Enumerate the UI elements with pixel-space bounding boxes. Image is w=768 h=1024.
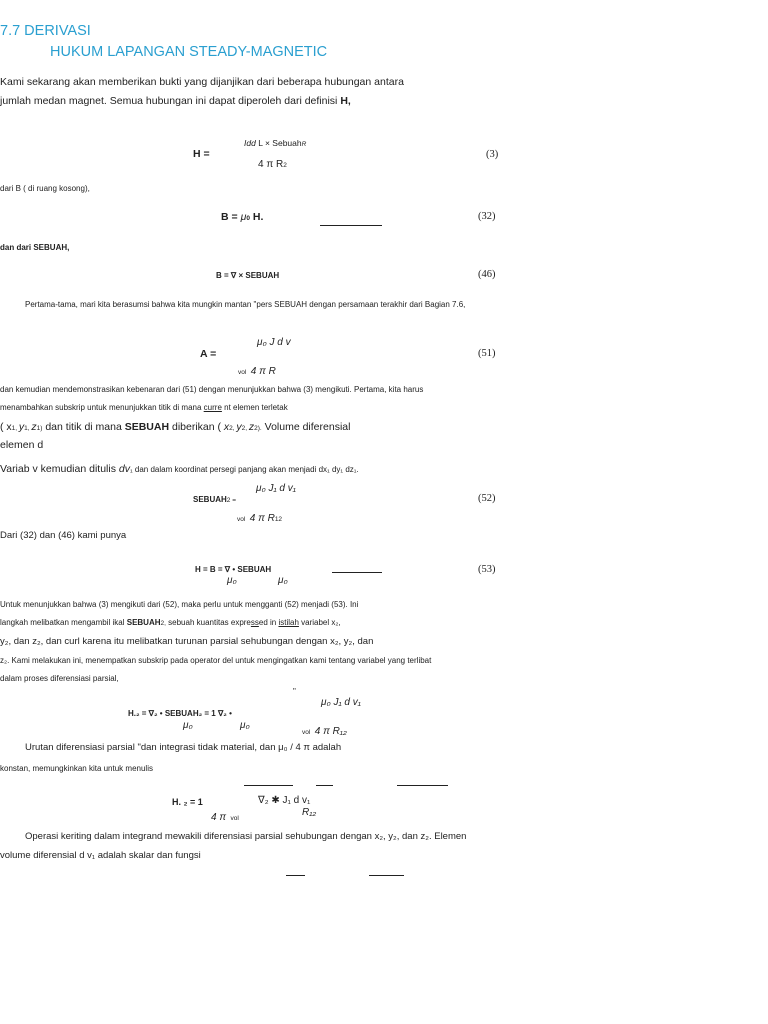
- eq53-mu-b: μ₀: [278, 575, 288, 586]
- eq52-denominator: vol 4 π R12: [237, 513, 283, 524]
- eq55-numerator: ∇₂ ✱ J₁ d v₁: [258, 795, 311, 806]
- eq54-quote: ": [293, 687, 296, 696]
- eq52-numerator: μ₀ J₁ d v₁: [256, 483, 296, 494]
- eq52-lhs: SEBUAH2 =: [193, 495, 236, 504]
- eq55-denominator-2: R₁₂: [302, 807, 317, 818]
- eq52-number: (52): [478, 493, 496, 504]
- para-3: Dari (32) dan (46) kami punya: [0, 530, 127, 541]
- eq53-rule: [332, 572, 382, 573]
- eq32-number: (32): [478, 211, 496, 222]
- para-5-line-2: konstan, memungkinkan kita untuk menulis: [0, 764, 153, 773]
- eq46-expression: B = ∇ × SEBUAH: [216, 271, 280, 280]
- eq46-number: (46): [478, 269, 496, 280]
- para-4-line-2: langkah melibatkan mengambil ikal SEBUAH2, sebuah kuantitas expressed in istilah variabel x₂,: [0, 618, 341, 627]
- eq3-number: (3): [486, 149, 499, 160]
- para-6-line-1: Operasi keriting dalam integrand mewakili diferensiasi parsial sehubungan dengan x₂, y₂, dan z₂. Elemen: [25, 831, 467, 842]
- para-1: Pertama-tama, mari kita berasumsi bahwa kita mungkin mantan "pers SEBUAH dengan persamaan terakhir dari Bagian 7.6,: [25, 300, 466, 309]
- para-2-line-3: ( x1, y1, z1) dan titik di mana SEBUAH diberikan ( x2, y2, z2). Volume diferensial: [0, 421, 351, 433]
- rule-bottom-2: [369, 875, 404, 876]
- eq51-number: (51): [478, 348, 496, 359]
- para-6-line-2: volume diferensial d v₁ adalah skalar dan fungsi: [0, 850, 201, 861]
- eq55-rule-2: [316, 785, 333, 786]
- eq32-expression: B = μ0 H.: [221, 211, 264, 223]
- eq55-denominator: 4 π vol: [211, 812, 239, 823]
- para-4-line-1: Untuk menunjukkan bahwa (3) mengikuti dari (52), maka perlu untuk mengganti (52) menjadi (53). Ini: [0, 600, 359, 609]
- para-5-line-1: Urutan diferensiasi parsial "dan integrasi tidak material, dan μ₀ / 4 π adalah: [25, 742, 342, 753]
- eq3-denominator: 4 π R2: [258, 159, 287, 170]
- para-4-line-5: dalam proses diferensiasi parsial,: [0, 674, 119, 683]
- eq54-lhs: H.₂ = ∇₂ • SEBUAH₂ = 1 ∇₂ •: [128, 709, 232, 718]
- eq54-numerator: μ₀ J₁ d v₁: [321, 697, 361, 708]
- eq51-denominator: vol 4 π R: [238, 366, 276, 377]
- eq32-rule: [320, 225, 382, 226]
- para-2-line-4: elemen d: [0, 439, 44, 451]
- para-2-line-2: menambahkan subskrip untuk menunjukkan titik di mana curre nt elemen terletak: [0, 403, 288, 412]
- eq54-mu-a: μ₀: [183, 720, 193, 731]
- rule-bottom-1: [286, 875, 305, 876]
- section-title: HUKUM LAPANGAN STEADY-MAGNETIC: [50, 44, 328, 60]
- para-2-line-1: dan kemudian mendemonstrasikan kebenaran dari (51) dengan menunjukkan bahwa (3) mengikuti. Pertama, kita harus: [0, 385, 424, 394]
- para-2-line-5: Variab v kemudian ditulis dv₁ dan dalam koordinat persegi panjang akan menjadi dx₁ dy₁ dz₁.: [0, 463, 359, 475]
- eq53-number: (53): [478, 564, 496, 575]
- eq54-mu-b: μ₀: [240, 720, 250, 731]
- eq3-lhs: H =: [193, 148, 210, 160]
- eq55-rule-3: [397, 785, 448, 786]
- from-b-text: dari B ( di ruang kosong),: [0, 184, 90, 193]
- eq51-lhs: A =: [200, 348, 217, 360]
- eq51-numerator: μ₀ J d v: [257, 337, 291, 348]
- intro-line-1: Kami sekarang akan memberikan bukti yang dijanjikan dari beberapa hubungan antara: [0, 76, 404, 88]
- eq53-mu-a: μ₀: [227, 575, 237, 586]
- eq55-rule-1: [244, 785, 293, 786]
- intro-line-2: jumlah medan magnet. Semua hubungan ini dapat diperoleh dari definisi H,: [0, 95, 351, 107]
- eq3-numerator: Idd L × SebuahR: [244, 138, 307, 148]
- eq55-lhs: H. ₂ = 1: [172, 797, 203, 807]
- from-a-text: dan dari SEBUAH,: [0, 243, 70, 252]
- eq54-denominator: vol 4 π R₁₂: [302, 726, 347, 737]
- eq53-expression: H = B = ∇ • SEBUAH: [195, 565, 272, 574]
- para-4-line-3: y₂, dan z₂, dan curl karena itu melibatkan turunan parsial sehubungan dengan x₂, y₂, dan: [0, 636, 374, 647]
- section-number: 7.7 DERIVASI: [0, 23, 91, 39]
- para-4-line-4: z₂. Kami melakukan ini, menempatkan subskrip pada operator del untuk mengingatkan kami tentang variabel yang terlibat: [0, 656, 432, 665]
